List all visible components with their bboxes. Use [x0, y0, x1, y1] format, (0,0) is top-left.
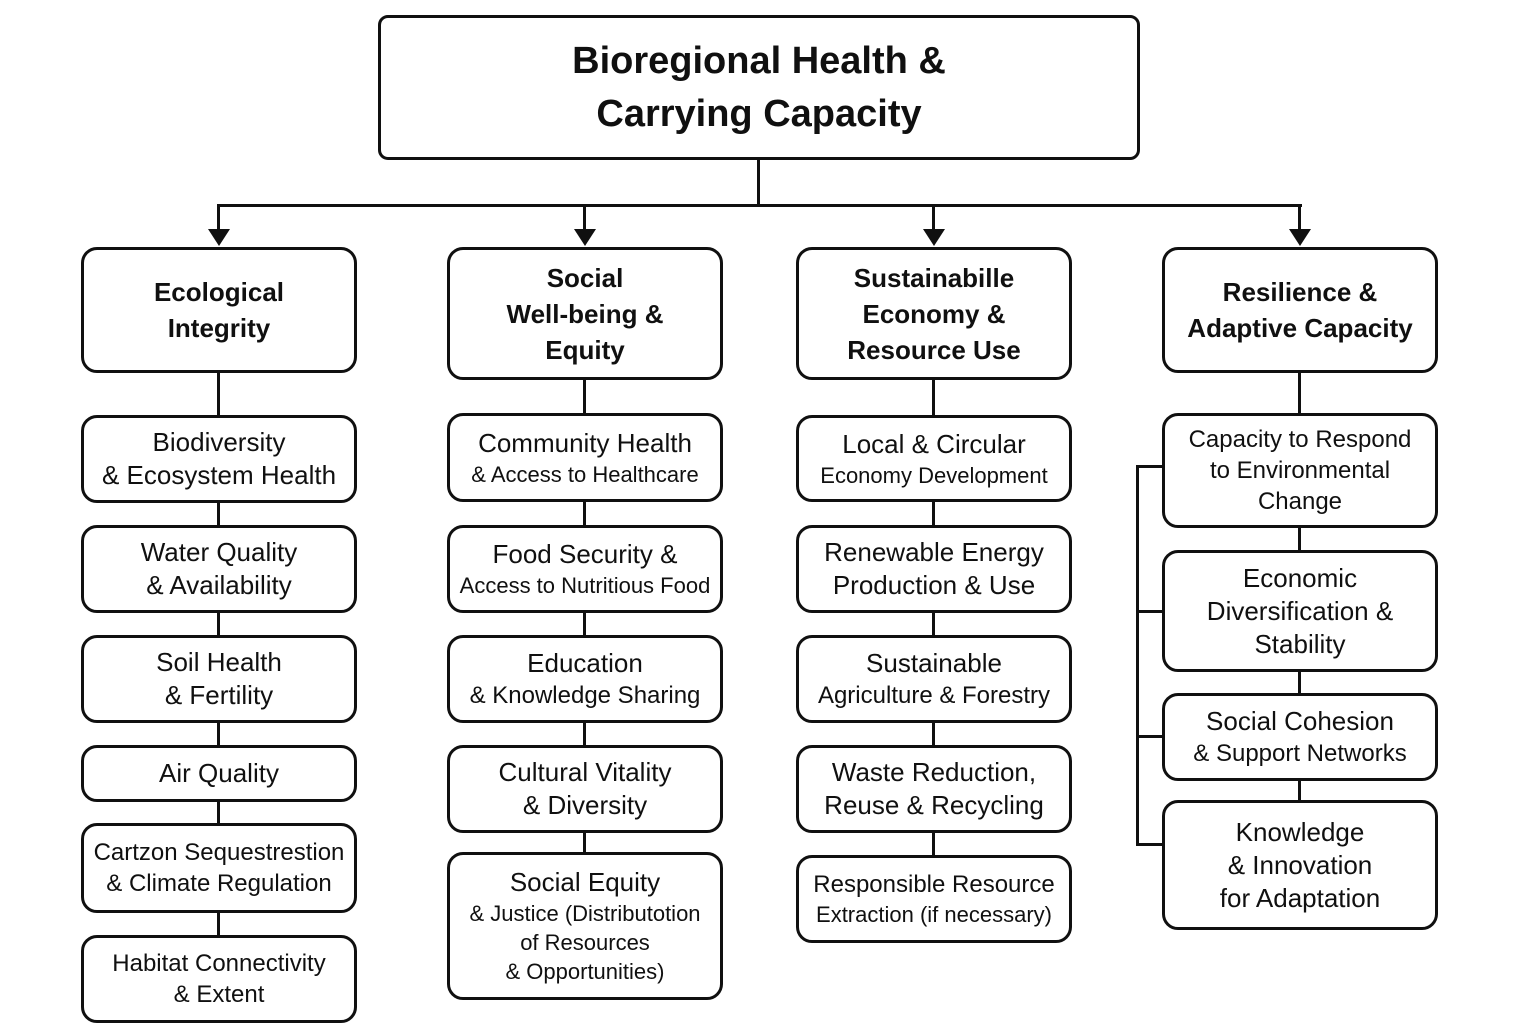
node-label: Local & Circular: [842, 428, 1026, 459]
connector-vertical: [1298, 528, 1301, 550]
node-habitat-connectivity-extent: [81, 935, 357, 1023]
node-label: & Support Networks: [1193, 740, 1407, 767]
node-responsible-resource-extraction: [796, 855, 1072, 943]
node-label: & Climate Regulation: [106, 870, 332, 897]
connector-vertical: [1298, 672, 1301, 693]
node-label: Adaptive Capacity: [1187, 313, 1413, 343]
connector-vertical: [583, 723, 586, 745]
node-label: Biodiversity: [152, 427, 286, 457]
node-label: Economy Development: [820, 462, 1048, 488]
connector-vertical: [217, 613, 220, 635]
node-label: of Resources: [520, 930, 650, 955]
node-renewable-energy: [796, 525, 1072, 613]
connector-vertical: [217, 723, 220, 745]
connector-drop: [217, 204, 220, 232]
node-label: Habitat Connectivity: [112, 950, 326, 977]
connector-vertical: [1298, 781, 1301, 800]
connector-root-stem: [757, 158, 760, 206]
node-label: Resource Use: [847, 334, 1021, 365]
connector-bracket-vertical: [1136, 466, 1139, 846]
connector-vertical: [932, 380, 935, 415]
node-label: Social: [546, 262, 624, 293]
node-label: & Knowledge Sharing: [469, 682, 701, 709]
connector-vertical: [217, 802, 220, 823]
connector-vertical: [932, 502, 935, 525]
connector-vertical: [583, 613, 586, 635]
connector-root-bar: [218, 204, 1302, 207]
node-label: & Access to Healthcare: [471, 461, 699, 487]
connector-bracket-stub: [1136, 735, 1164, 738]
node-label: Renewable Energy: [824, 537, 1044, 567]
connector-drop: [1298, 204, 1301, 232]
node-label: Economy &: [862, 298, 1006, 329]
node-label: Community Health: [478, 427, 692, 458]
connector-vertical: [932, 833, 935, 855]
arrowhead-down-icon: [574, 229, 596, 246]
node-label: Waste Reduction,: [831, 757, 1037, 787]
node-label: Cultural Vitality: [498, 757, 672, 787]
node-label: Food Security &: [492, 539, 678, 569]
node-label: & Justice (Distributotion: [469, 901, 701, 926]
node-label: Social Equity: [509, 867, 661, 897]
node-label: & Ecosystem Health: [101, 460, 337, 490]
node-soil-health-fertility: [81, 635, 357, 723]
arrowhead-down-icon: [923, 229, 945, 246]
connector-bracket-stub: [1136, 843, 1164, 846]
node-label: Access to Nutritious Food: [459, 573, 711, 598]
node-label: Soil Health: [156, 647, 282, 677]
node-label: to Environmental: [1209, 457, 1391, 484]
root-title-line: Carrying Capacity: [596, 92, 922, 135]
node-label: Reuse & Recycling: [824, 790, 1044, 820]
connector-vertical: [583, 380, 586, 413]
node-label: Air Quality: [159, 758, 279, 788]
node-label: Production & Use: [832, 570, 1036, 600]
node-sustainable-agriculture-forestry: [796, 635, 1072, 723]
connector-vertical: [217, 503, 220, 525]
node-local-circular-economy: [796, 415, 1072, 502]
node-air-quality: [81, 745, 357, 802]
connector-drop: [932, 204, 935, 232]
node-community-health-healthcare: [447, 413, 723, 502]
node-label: & Availability: [146, 570, 292, 600]
node-label: & Opportunities): [505, 959, 665, 984]
node-label: Cartzon Sequestrestion: [93, 839, 345, 866]
node-label: for Adaptation: [1219, 882, 1381, 913]
node-label: Water Quality: [140, 537, 298, 567]
connector-vertical: [583, 502, 586, 525]
node-label: Change: [1257, 488, 1343, 515]
node-label: Sustainabille: [853, 262, 1015, 293]
connector-vertical: [1298, 373, 1301, 413]
node-label: Equity: [545, 334, 625, 365]
root-title-line: Bioregional Health &: [572, 39, 946, 82]
node-capacity-environmental-change: [1162, 413, 1438, 528]
node-label: & Diversity: [522, 790, 648, 820]
node-bioregional-health: [378, 15, 1140, 160]
connector-vertical: [932, 723, 935, 745]
connector-vertical: [217, 913, 220, 935]
node-resilience-adaptive-capacity: [1162, 247, 1438, 373]
node-label: Agriculture & Forestry: [817, 682, 1051, 709]
node-label: Social Cohesion: [1206, 706, 1394, 736]
node-label: & Fertility: [164, 680, 274, 710]
node-label: Sustainable: [866, 648, 1002, 678]
node-knowledge-innovation-adaptation: [1162, 800, 1438, 930]
node-social-wellbeing-equity: [447, 247, 723, 380]
node-label: Education: [527, 648, 643, 678]
node-label: Responsible Resource: [813, 871, 1055, 898]
node-economic-diversification-stability: [1162, 550, 1438, 672]
node-label: Stability: [1254, 628, 1346, 659]
node-biodiversity-ecosystem-health: [81, 415, 357, 503]
arrowhead-down-icon: [208, 229, 230, 246]
node-cultural-vitality-diversity: [447, 745, 723, 833]
node-sustainable-economy-resource-use: [796, 247, 1072, 380]
connector-vertical: [217, 373, 220, 415]
connector-vertical: [583, 833, 586, 852]
connector-bracket-stub: [1136, 610, 1164, 613]
node-label: Well-being &: [506, 298, 664, 329]
node-label: & Extent: [173, 981, 265, 1008]
connector-bracket-stub: [1136, 465, 1164, 468]
node-label: Extraction (if necessary): [816, 902, 1052, 927]
node-label: Capacity to Respond: [1188, 426, 1412, 453]
arrowhead-down-icon: [1289, 229, 1311, 246]
node-carbon-sequestration-climate-regulation: [81, 823, 357, 913]
node-label: Diversification &: [1206, 595, 1394, 626]
connector-drop: [583, 204, 586, 232]
connector-vertical: [932, 613, 935, 635]
node-label: Knowledge: [1235, 816, 1365, 847]
node-label: Economic: [1242, 562, 1358, 593]
node-waste-reduction-recycling: [796, 745, 1072, 833]
node-food-security-nutritious-food: [447, 525, 723, 613]
node-label: Integrity: [167, 313, 271, 343]
node-social-equity-justice: [447, 852, 723, 1000]
node-label: Resilience &: [1222, 277, 1378, 307]
node-education-knowledge-sharing: [447, 635, 723, 723]
node-water-quality-availability: [81, 525, 357, 613]
node-social-cohesion-support-networks: [1162, 693, 1438, 781]
node-ecological-integrity: [81, 247, 357, 373]
node-label: & Innovation: [1227, 849, 1373, 880]
node-label: Ecological: [153, 277, 285, 307]
